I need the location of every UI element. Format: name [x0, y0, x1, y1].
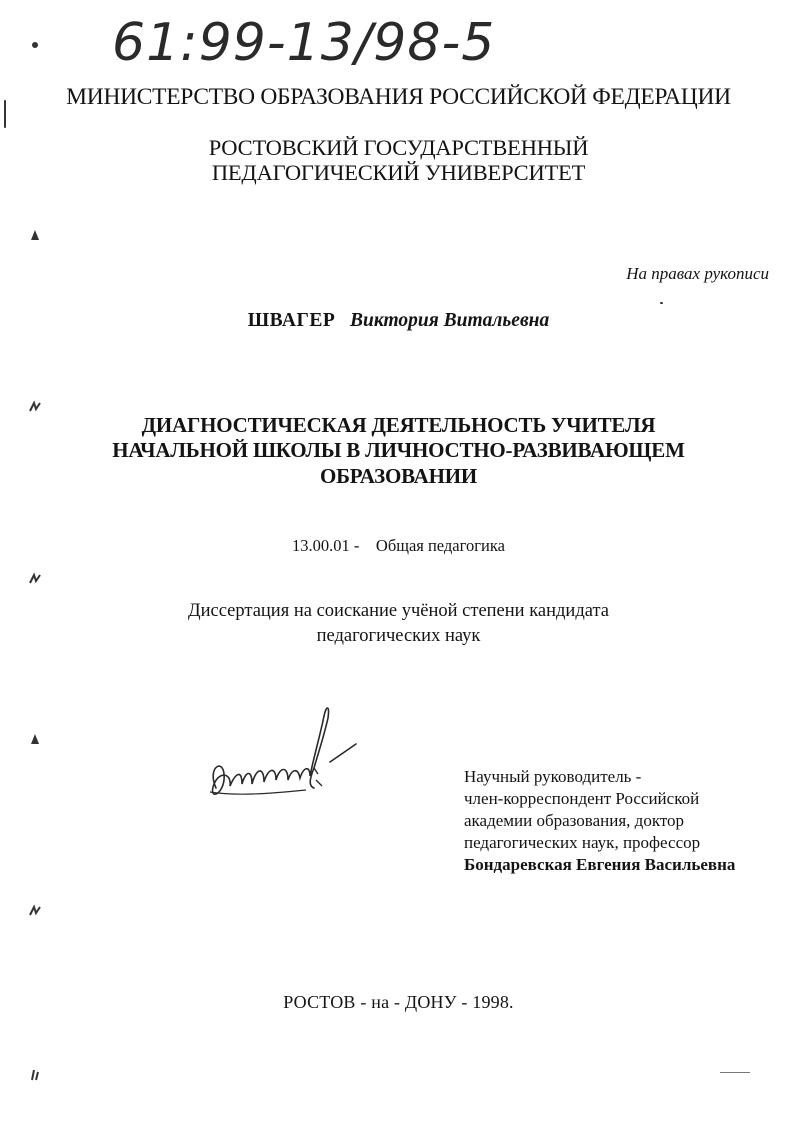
university-heading-line2: ПЕДАГОГИЧЕСКИЙ УНИВЕРСИТЕТ [211, 160, 586, 185]
binder-hole-mark-icon [28, 400, 42, 414]
specialty-code: 13.00.01 - [292, 536, 360, 555]
dissertation-title-line3: ОБРАЗОВАНИИ [319, 464, 478, 488]
signature-stroke-accent [314, 768, 322, 786]
dissertation-title-line1: ДИАГНОСТИЧЕСКАЯ ДЕЯТЕЛЬНОСТЬ УЧИТЕЛЯ [141, 413, 656, 437]
scientific-supervisor-block [464, 766, 735, 876]
degree-statement-line2: педагогических наук [316, 626, 481, 646]
author-name [0, 310, 797, 332]
scan-speck [720, 1072, 750, 1073]
supervisor-role: Научный руководитель - [464, 767, 642, 786]
specialty-name: Общая педагогика [375, 536, 505, 555]
signature-stroke-main [213, 708, 329, 794]
binder-hole-mark-icon [28, 1068, 42, 1082]
supervisor-name: Бондаревская Евгения Васильевна [464, 855, 736, 874]
manuscript-rights-note: На правах рукописи [626, 264, 769, 283]
binder-hole-mark-icon [28, 904, 42, 918]
degree-statement-line1: Диссертация на соискание учёной степени кандидата [188, 601, 609, 621]
handwritten-archive-code [112, 4, 532, 76]
supervisor-title-line1: член-корреспондент Российской [464, 789, 700, 808]
city-and-year: РОСТОВ - на - ДОНУ - 1998. [283, 992, 514, 1012]
binder-hole-mark-icon [28, 572, 42, 586]
binder-hole-mark-icon [28, 38, 42, 52]
ministry-heading: МИНИСТЕРСТВО ОБРАЗОВАНИЯ РОССИЙСКОЙ ФЕДЕРАЦИИ [66, 84, 731, 110]
author-given-names: Виктория Витальевна [349, 310, 550, 331]
specialty [0, 536, 797, 556]
university-heading-line1: РОСТОВСКИЙ ГОСУДАРСТВЕННЫЙ [208, 135, 589, 160]
scan-speck [660, 302, 663, 304]
binder-hole-mark-icon [28, 732, 42, 746]
supervisor-title-line2: академии образования, доктор [464, 811, 685, 830]
dissertation-title-line2: НАЧАЛЬНОЙ ШКОЛЫ В ЛИЧНОСТНО-РАЗВИВАЮЩЕМ [112, 438, 685, 462]
signature-dash [330, 744, 356, 762]
supervisor-title-line3: педагогических наук, профессор [464, 833, 701, 852]
scan-edge-mark [4, 100, 6, 128]
handwritten-code-drawing [112, 4, 532, 76]
author-surname: ШВАГЕР [247, 310, 336, 331]
handwritten-code-text: 61:99-13/98-5 [112, 13, 496, 73]
binder-hole-mark-icon [28, 228, 42, 242]
author-signature [196, 696, 366, 816]
signature-underline [210, 790, 306, 794]
